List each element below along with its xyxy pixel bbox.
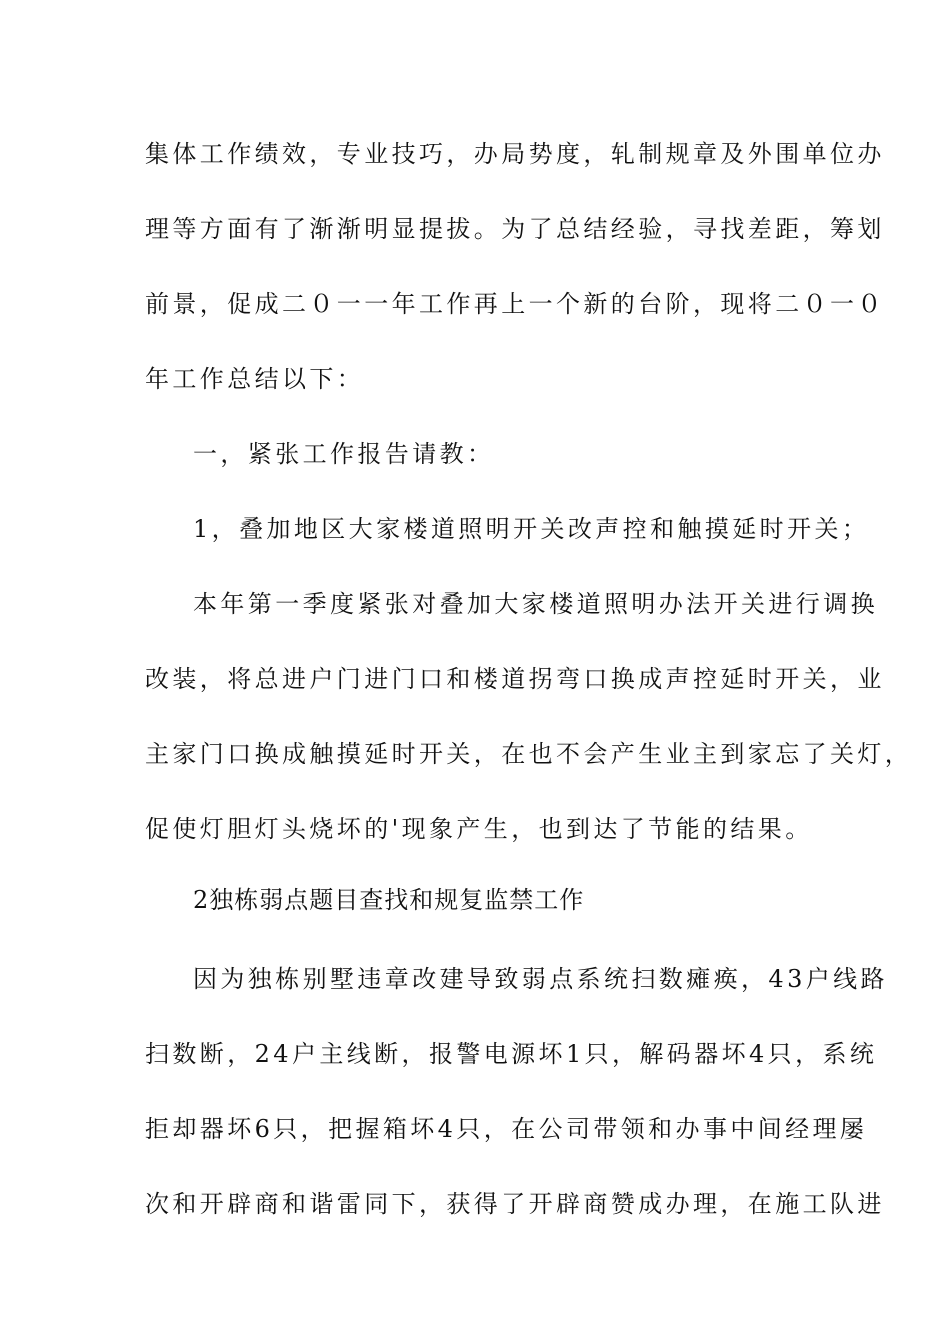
paragraph-line-15: 次和开辟商和谐雷同下，获得了开辟商赞成办理，在施工队进 [145,1190,885,1218]
paragraph-line-14: 拒却器坏6只，把握箱坏4只，在公司带领和办事中间经理屡 [145,1115,868,1143]
paragraph-line-10: 促使灯胆灯头烧坏的'现象产生，也到达了节能的结果。 [145,815,813,843]
paragraph-line-8: 改装，将总进户门进门口和楼道拐弯口换成声控延时开关，业 [145,665,885,693]
paragraph-line-13: 扫数断，24户主线断，报警电源坏1只，解码器坏4只，系统 [145,1040,878,1068]
subsection-heading-1: 1，叠加地区大家楼道照明开关改声控和触摸延时开关； [193,515,870,543]
section-heading-1: 一，紧张工作报告请教： [193,440,495,468]
paragraph-line-7: 本年第一季度紧张对叠加大家楼道照明办法开关进行调换 [193,590,878,618]
paragraph-line-4: 年工作总结以下： [145,365,365,393]
paragraph-line-2: 理等方面有了渐渐明显提拔。为了总结经验，寻找差距，筹划 [145,215,885,243]
paragraph-line-9: 主家门口换成触摸延时开关，在也不会产生业主到家忘了关灯， [145,740,913,768]
paragraph-line-1: 集体工作绩效，专业技巧，办局势度，轧制规章及外围单位办 [145,140,885,168]
subsection-heading-2: 2独栋弱点题目查找和规复监禁工作 [193,886,585,914]
paragraph-line-12: 因为独栋别墅违章改建导致弱点系统扫数瘫痪，43户线路 [193,965,888,993]
paragraph-line-3: 前景，促成二０一一年工作再上一个新的台阶，现将二０一０ [145,290,885,318]
